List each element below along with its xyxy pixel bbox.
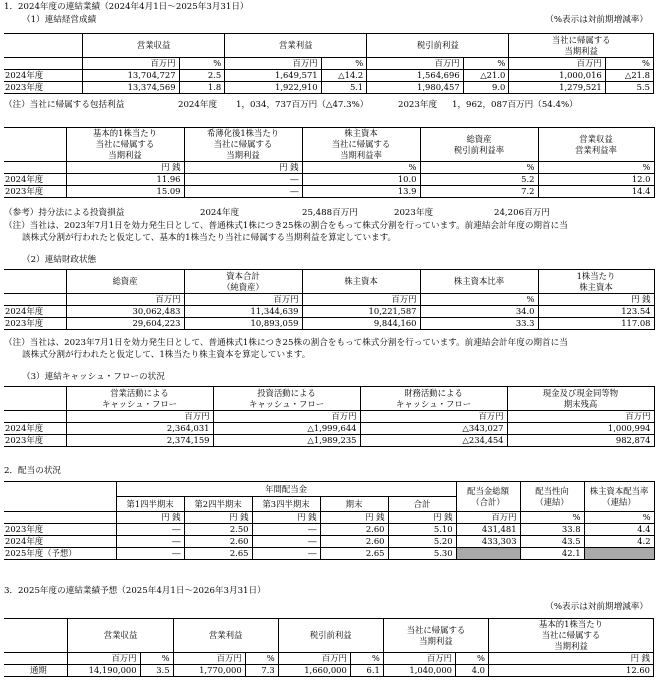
header-revenue: 営業収益 <box>83 34 225 58</box>
value-cell: 1,770,000 <box>173 665 245 677</box>
unit-cell: 百万円 <box>383 653 455 665</box>
table-row <box>4 306 654 318</box>
table-row <box>4 318 654 330</box>
value-cell: ― <box>252 548 320 560</box>
value-cell: 2.65 <box>184 548 252 560</box>
value-cell: 2.60 <box>320 524 388 536</box>
value-cell: 4.4 <box>584 524 654 536</box>
value-cell: 14,190,000 <box>68 665 140 677</box>
value-cell: △343,027 <box>360 423 507 435</box>
value-cell: 14.4 <box>538 186 654 198</box>
unit-cell: 百万円 <box>225 58 321 70</box>
header-roe: 株主資本 当社に帰属する 当期利益率 <box>302 128 420 162</box>
value-cell: 13,704,727 <box>83 70 179 82</box>
value-cell: 15.09 <box>66 186 184 198</box>
value-cell: 13.9 <box>302 186 420 198</box>
header-doe: 株主資本配当率 （連結） <box>584 482 654 512</box>
table-row <box>4 423 654 435</box>
header-q1: 第1四半期末 <box>116 497 184 512</box>
value-cell: 33.3 <box>420 318 538 330</box>
value-cell: 4.0 <box>455 665 488 677</box>
value-cell: 5.20 <box>388 536 456 548</box>
row-label: 2024年度 <box>4 536 116 548</box>
shaded-cell <box>456 548 520 560</box>
table-row <box>4 536 654 548</box>
value-cell: 6.1 <box>350 665 383 677</box>
value-cell: △1,999,644 <box>213 423 360 435</box>
table-row <box>4 435 654 447</box>
unit-cell: 百万円 <box>360 411 507 423</box>
unit-cell: 円 銭 <box>116 512 184 524</box>
header-pretax-profit: 税引前利益 <box>367 34 509 58</box>
row-label: 2024年度 <box>4 306 66 318</box>
value-cell: 42.1 <box>520 548 584 560</box>
table-row <box>4 70 654 82</box>
unit-cell: 円 銭 <box>388 512 456 524</box>
row-label: 2023年度 <box>4 318 66 330</box>
header-net-profit: 当社に帰属する 当期利益 <box>383 619 488 653</box>
stock-split-note-2-line1: （注）当社は、2023年7月1日を効力発生日として、普通株式1株につき25株の割合をもって株式分割を行っています。前連結会計年度の期首に当 <box>4 338 568 348</box>
ci-note-value-current: 1，034，737百万円（△47.3%） <box>236 100 369 110</box>
value-cell: 5.10 <box>388 524 456 536</box>
value-cell: 1,564,696 <box>367 70 463 82</box>
ci-note-year-current: 2024年度 <box>178 100 218 110</box>
shaded-cell <box>584 548 654 560</box>
row-label: 2023年度 <box>4 524 116 536</box>
section-2-title: 2．配当の状況 <box>4 466 62 476</box>
value-cell: 33.8 <box>520 524 584 536</box>
header-revenue: 営業収益 <box>68 619 173 653</box>
unit-cell: 円 銭 <box>184 162 302 174</box>
value-cell: △14.2 <box>321 70 367 82</box>
value-cell: △1,989,235 <box>213 435 360 447</box>
unit-cell: % <box>302 162 420 174</box>
stock-split-note-1-line2: 該株式分割が行われたと仮定して、基本的1株当たり当社に帰属する当期利益を算定しています。 <box>22 233 397 243</box>
row-label: 2024年度 <box>4 423 66 435</box>
unit-cell: 百万円 <box>507 411 654 423</box>
value-cell: 34.0 <box>420 306 538 318</box>
header-financing-cf: 財務活動による キャッシュ・フロー <box>360 387 507 411</box>
ci-note-year-prior: 2023年度 <box>398 100 438 110</box>
pct-note: （%表示は対前期増減率） <box>545 15 648 25</box>
header-op-margin: 営業収益 営業利益率 <box>538 128 654 162</box>
table-row <box>4 186 654 198</box>
header-total-equity: 資本合計 （純資産） <box>184 270 302 294</box>
row-label: 2024年度 <box>4 174 66 186</box>
value-cell: ― <box>184 186 302 198</box>
unit-cell: % <box>520 512 584 524</box>
value-cell: 7.3 <box>245 665 278 677</box>
table-row <box>4 653 654 665</box>
unit-cell: 円 銭 <box>184 512 252 524</box>
value-cell: 5.2 <box>420 174 538 186</box>
value-cell: 13,374,569 <box>83 82 179 94</box>
header-shareholders-equity: 株主資本 <box>302 270 420 294</box>
unit-cell: 円 銭 <box>538 294 654 306</box>
subsection-2-title: （2）連結財政状態 <box>22 255 97 265</box>
per-share-table <box>4 127 655 198</box>
value-cell: ― <box>252 524 320 536</box>
unit-cell: 百万円 <box>302 294 420 306</box>
value-cell: 1,660,000 <box>278 665 350 677</box>
value-cell: △21.0 <box>463 70 509 82</box>
value-cell: 29,604,223 <box>66 318 184 330</box>
value-cell: 1,040,000 <box>383 665 455 677</box>
unit-cell: 円 銭 <box>488 653 653 665</box>
header-pretax-profit: 税引前利益 <box>278 619 383 653</box>
header-net-profit: 当社に帰属する 当期利益 <box>509 34 654 58</box>
row-label: 2023年度 <box>4 435 66 447</box>
unit-cell: % <box>245 653 278 665</box>
financial-position-table <box>4 269 655 330</box>
header-operating-profit: 営業利益 <box>173 619 278 653</box>
value-cell: 4.2 <box>584 536 654 548</box>
value-cell: 5.1 <box>321 82 367 94</box>
equity-method-note-label: （参考）持分法による投資損益 <box>4 208 125 218</box>
unit-cell: % <box>455 653 488 665</box>
value-cell: 1,980,457 <box>367 82 463 94</box>
header-total-assets: 総資産 <box>66 270 184 294</box>
section-1-title: 1．2024年度の連結業績（2024年4月1日～2025年3月31日） <box>4 2 249 12</box>
header-dividend-total: 配当金総額 （合計） <box>456 482 520 512</box>
value-cell: 11.96 <box>66 174 184 186</box>
unit-cell: % <box>140 653 173 665</box>
header-basic-eps: 基本的1株当たり 当社に帰属する 当期利益 <box>66 128 184 162</box>
value-cell: 123.54 <box>538 306 654 318</box>
unit-cell: % <box>538 162 654 174</box>
value-cell: 12.60 <box>488 665 653 677</box>
value-cell: 2,364,031 <box>66 423 213 435</box>
header-cash-balance: 現金及び現金同等物 期末残高 <box>507 387 654 411</box>
unit-cell: % <box>584 512 654 524</box>
subsection-1-title: （1）連結経営成績 <box>22 15 97 25</box>
dividend-table <box>4 481 655 560</box>
value-cell: 10,221,587 <box>302 306 420 318</box>
value-cell: 2.60 <box>184 536 252 548</box>
unit-cell: 百万円 <box>68 653 140 665</box>
value-cell: 2.60 <box>320 536 388 548</box>
table-row <box>4 665 654 677</box>
header-annual-dividend: 年間配当金 <box>116 482 456 497</box>
value-cell: 9,844,160 <box>302 318 420 330</box>
header-operating-cf: 営業活動による キャッシュ・フロー <box>66 387 213 411</box>
row-label: 2025年度（予想） <box>4 548 116 560</box>
value-cell: 117.08 <box>538 318 654 330</box>
unit-cell: 百万円 <box>83 58 179 70</box>
unit-cell: % <box>179 58 225 70</box>
header-roa: 総資産 税引前利益率 <box>420 128 538 162</box>
value-cell: 433,303 <box>456 536 520 548</box>
consolidated-results-table <box>4 33 654 94</box>
forecast-table <box>4 618 654 677</box>
unit-cell: 百万円 <box>509 58 605 70</box>
header-equity-ratio: 株主資本比率 <box>420 270 538 294</box>
value-cell: 2,374,159 <box>66 435 213 447</box>
row-label: 2023年度 <box>4 186 66 198</box>
value-cell: 1,649,571 <box>225 70 321 82</box>
value-cell: ― <box>116 524 184 536</box>
header-corner <box>4 34 83 58</box>
unit-cell: 百万円 <box>173 653 245 665</box>
value-cell: 2.50 <box>184 524 252 536</box>
section-3-title: 3．2025年度の連結業績予想（2025年4月1日～2026年3月31日） <box>4 586 266 596</box>
row-label: 2024年度 <box>4 70 83 82</box>
stock-split-note-2-line2: 該株式分割が行われたと仮定して、1株当たり株主資本を算定しています。 <box>22 350 311 360</box>
header-investing-cf: 投資活動による キャッシュ・フロー <box>213 387 360 411</box>
unit-cell: % <box>350 653 383 665</box>
value-cell: 5.30 <box>388 548 456 560</box>
value-cell: 9.0 <box>463 82 509 94</box>
header-operating-profit: 営業利益 <box>225 34 367 58</box>
header-diluted-eps: 希薄化後1株当たり 当社に帰属する 当期利益 <box>184 128 302 162</box>
value-cell: ― <box>116 536 184 548</box>
equity-note-value-current: 25,488百万円 <box>302 208 358 218</box>
table-row <box>4 524 654 536</box>
table-row <box>4 174 654 186</box>
value-cell: 1.8 <box>179 82 225 94</box>
header-basic-eps: 基本的1株当たり 当社に帰属する 当期利益 <box>488 619 653 653</box>
equity-note-year-prior: 2023年度 <box>394 208 434 218</box>
subsection-3-title: （3）連結キャッシュ・フローの状況 <box>22 372 165 382</box>
comprehensive-income-note-label: （注）当社に帰属する包括利益 <box>4 100 125 110</box>
header-q2: 第2四半期末 <box>184 497 252 512</box>
unit-cell: 円 銭 <box>66 162 184 174</box>
value-cell: △21.8 <box>605 70 653 82</box>
unit-cell: 円 銭 <box>252 512 320 524</box>
header-q3: 第3四半期末 <box>252 497 320 512</box>
value-cell: 12.0 <box>538 174 654 186</box>
forecast-pct-note: （%表示は対前期増減率） <box>545 602 648 612</box>
table-row <box>4 82 654 94</box>
header-total: 合計 <box>388 497 456 512</box>
unit-cell: % <box>420 294 538 306</box>
value-cell: 431,481 <box>456 524 520 536</box>
unit-cell: 百万円 <box>278 653 350 665</box>
unit-cell: 百万円 <box>456 512 520 524</box>
value-cell: ― <box>116 548 184 560</box>
row-label: 2023年度 <box>4 82 83 94</box>
ci-note-value-prior: 1，962，087百万円（54.4%） <box>452 100 578 110</box>
unit-cell: % <box>605 58 653 70</box>
stock-split-note-1-line1: （注）当社は、2023年7月1日を効力発生日として、普通株式1株につき25株の割合をもって株式分割を行っています。前連結会計年度の期首に当 <box>4 221 568 231</box>
value-cell: 5.5 <box>605 82 653 94</box>
unit-cell: 百万円 <box>213 411 360 423</box>
row-label: 通期 <box>4 665 68 677</box>
equity-note-year-current: 2024年度 <box>200 208 240 218</box>
unit-cell: 百万円 <box>66 411 213 423</box>
value-cell: 43.5 <box>520 536 584 548</box>
header-equity-per-share: 1株当たり 株主資本 <box>538 270 654 294</box>
value-cell: ― <box>252 536 320 548</box>
unit-cell: 百万円 <box>184 294 302 306</box>
value-cell: 1,000,016 <box>509 70 605 82</box>
unit-cell: % <box>321 58 367 70</box>
unit-cell: 百万円 <box>66 294 184 306</box>
value-cell: 982,874 <box>507 435 654 447</box>
value-cell: 10.0 <box>302 174 420 186</box>
equity-note-value-prior: 24,206百万円 <box>494 208 550 218</box>
unit-cell: % <box>420 162 538 174</box>
value-cell: 30,062,483 <box>66 306 184 318</box>
cash-flow-table <box>4 386 655 447</box>
value-cell: ― <box>184 174 302 186</box>
table-row <box>4 548 654 560</box>
value-cell: 3.5 <box>140 665 173 677</box>
value-cell: 11,344,639 <box>184 306 302 318</box>
value-cell: △234,454 <box>360 435 507 447</box>
unit-cell: 百万円 <box>367 58 463 70</box>
header-year-end: 期末 <box>320 497 388 512</box>
unit-cell: % <box>463 58 509 70</box>
value-cell: 1,000,994 <box>507 423 654 435</box>
value-cell: 7.2 <box>420 186 538 198</box>
value-cell: 2.5 <box>179 70 225 82</box>
header-payout-ratio: 配当性向 （連結） <box>520 482 584 512</box>
unit-cell: 円 銭 <box>320 512 388 524</box>
value-cell: 1,922,910 <box>225 82 321 94</box>
value-cell: 10,893,059 <box>184 318 302 330</box>
value-cell: 1,279,521 <box>509 82 605 94</box>
value-cell: 2.65 <box>320 548 388 560</box>
